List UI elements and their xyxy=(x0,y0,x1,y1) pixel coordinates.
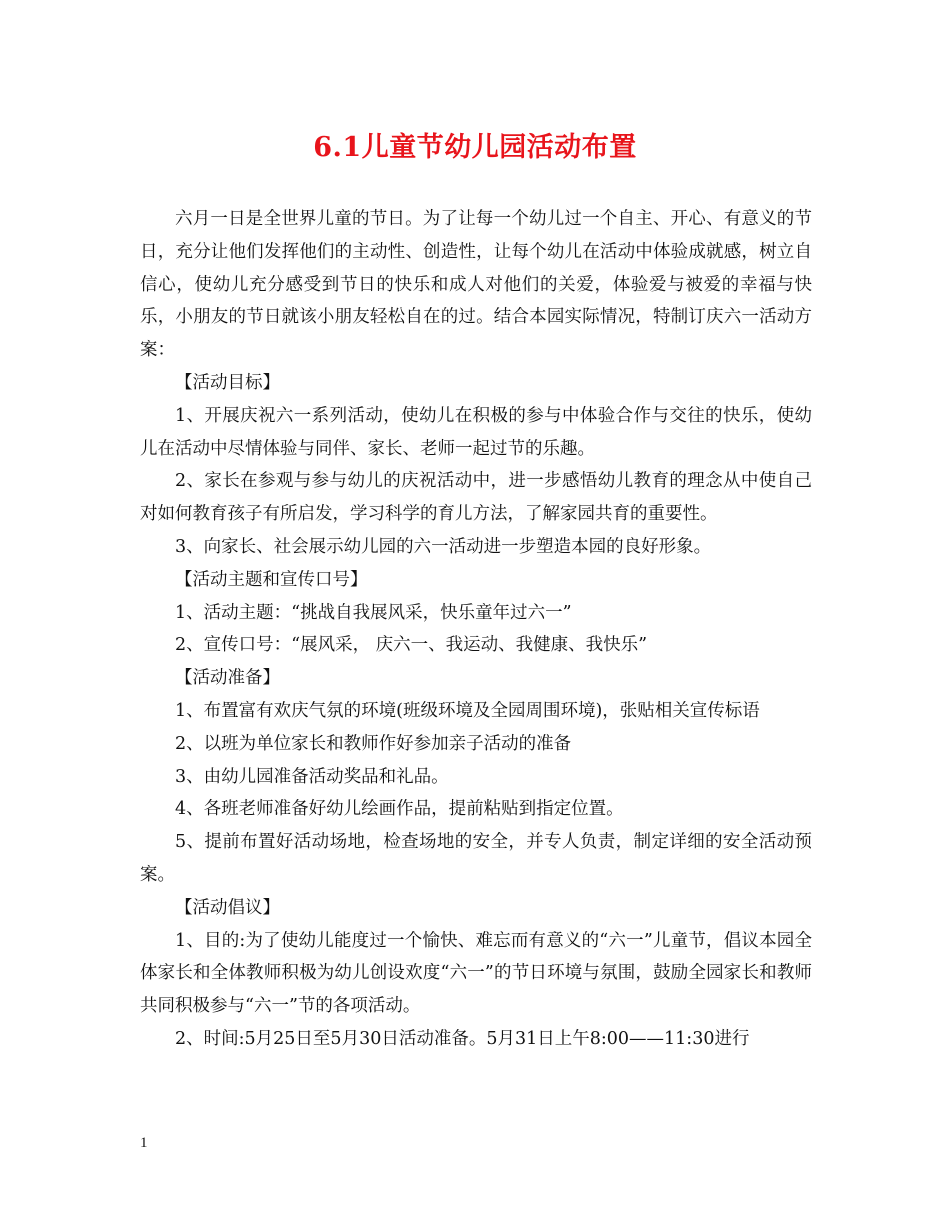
goal-item-2: 2、家长在参观与参与幼儿的庆祝活动中，进一步感悟幼儿教育的理念从中使自己对如何教育孩子有所启发，学习科学的育儿方法，了解家园共育的重要性。 xyxy=(140,471,812,525)
preparation-item-5: 5、提前布置好活动场地，检查场地的安全，并专人负责，制定详细的安全活动预案。 xyxy=(140,832,812,885)
initiative-item-2: 2、时间:5月25日至5月30日活动准备。5月31日上午8:00——11:30进行 xyxy=(175,1028,750,1049)
page-number: 1 xyxy=(140,1135,148,1151)
document-body xyxy=(140,203,812,1056)
document-title: 6.1儿童节幼儿园活动布置 xyxy=(313,132,637,163)
section-heading-preparation: 【活动准备】 xyxy=(175,668,280,689)
section-heading-goals: 【活动目标】 xyxy=(175,372,280,393)
goal-item-3: 3、向家长、社会展示幼儿园的六一活动进一步塑造本园的良好形象。 xyxy=(175,536,712,557)
theme-item-1: 1、活动主题：“挑战自我展风采，快乐童年过六一” xyxy=(175,602,572,623)
preparation-item-3: 3、由幼儿园准备活动奖品和礼品。 xyxy=(175,766,449,787)
preparation-item-1: 1、布置富有欢庆气氛的环境(班级环境及全园周围环境)，张贴相关宣传标语 xyxy=(175,700,760,721)
initiative-item-1: 1、目的:为了使幼儿能度过一个愉快、难忘而有意义的“六一”儿童节，倡议本园全体家长和全体教师积极为幼儿创设欢度“六一”的节日环境与氛围，鼓励全园家长和教师共同积极参与“六一”节的各项活动。 xyxy=(140,930,812,1017)
preparation-item-4: 4、各班老师准备好幼儿绘画作品，提前粘贴到指定位置。 xyxy=(175,799,624,820)
section-heading-initiative: 【活动倡议】 xyxy=(175,897,280,918)
goal-item-1: 1、开展庆祝六一系列活动，使幼儿在积极的参与中体验合作与交往的快乐，使幼儿在活动中尽情体验与同伴、家长、老师一起过节的乐趣。 xyxy=(140,405,812,459)
preparation-item-2: 2、以班为单位家长和教师作好参加亲子活动的准备 xyxy=(175,733,572,754)
theme-item-2: 2、宣传口号：“展风采， 庆六一、我运动、我健康、我快乐” xyxy=(175,635,648,656)
section-heading-theme: 【活动主题和宣传口号】 xyxy=(175,569,368,590)
intro-paragraph: 六月一日是全世界儿童的节日。为了让每一个幼儿过一个自主、开心、有意义的节日，充分让他们发挥他们的主动性、创造性，让每个幼儿在活动中体验成就感，树立自信心，使幼儿充分感受到节日的快乐和成人对他们的关爱，体验爱与被爱的幸福与快乐，小朋友的节日就该小朋友轻松自在的过。结合本园实际情况，特制订庆六一活动方案： xyxy=(140,209,812,361)
